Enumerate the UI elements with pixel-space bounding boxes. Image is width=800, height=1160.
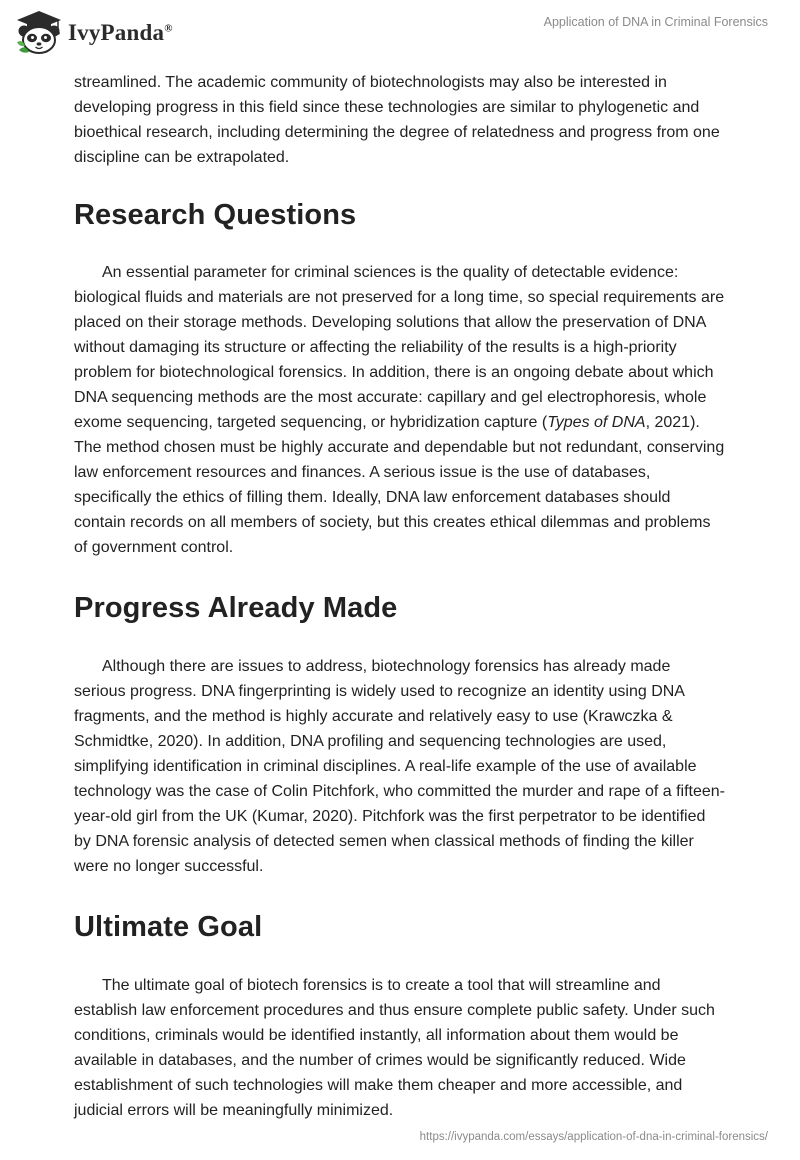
essay-content bbox=[74, 70, 726, 1123]
panda-graduate-icon bbox=[14, 8, 64, 58]
heading-ultimate-goal: Ultimate Goal bbox=[74, 911, 263, 943]
research-text-part-2: , 2021). The method chosen must be highly accurate and dependable but not redundant, conserving law enforcement resources and finances. A serious issue is the use of databases, specifically the ethics of filling them. Ideally, DNA law enforcement databases should contain records on all members of society, but this creates ethical dilemmas and problems of government control. bbox=[74, 414, 725, 556]
registered-mark: ® bbox=[164, 22, 173, 35]
citation-title: Types of DNA bbox=[547, 414, 646, 431]
research-questions-paragraph bbox=[74, 260, 726, 560]
heading-research-questions: Research Questions bbox=[74, 199, 357, 231]
intro-paragraph: streamlined. The academic community of biotechnologists may also be interested in developing progress in this field since these technologies are similar to phylogenetic and bioethical research, including determining the degree of relatedness and progress from one discipline can be extrapolated. bbox=[74, 74, 720, 166]
document-title: Application of DNA in Criminal Forensics bbox=[543, 15, 768, 29]
source-url-link[interactable]: https://ivypanda.com/essays/application-of-dna-in-criminal-forensics/ bbox=[419, 1131, 768, 1143]
heading-progress-already-made: Progress Already Made bbox=[74, 592, 398, 624]
ultimate-goal-paragraph: The ultimate goal of biotech forensics is to create a tool that will streamline and establish law enforcement procedures and thus ensure complete public safety. Under such conditions, criminals would be identified instantly, all information about them would be available in databases, and the number of crimes would be significantly reduced. Wide establishment of such technologies will make them cheaper and more accessible, and judicial errors will be meaningfully minimized. bbox=[74, 977, 715, 1119]
progress-paragraph: Although there are issues to address, biotechnology forensics has already made serious progress. DNA fingerprinting is widely used to recognize an identity using DNA fragments, and the method is highly accurate and relatively easy to use (Krawczka & Schmidtke, 2020). In addition, DNA profiling and sequencing technologies are used, simplifying identification in criminal disciplines. A real-life example of the use of available technology was the case of Colin Pitchfork, who committed the murder and rape of a fifteen-year-old girl from the UK (Kumar, 2020). Pitchfork was the first perpetrator to be identified by DNA forensic analysis of detected semen when classical methods of finding the killer were no longer successful. bbox=[74, 658, 725, 875]
brand-logo[interactable] bbox=[14, 8, 173, 58]
page-header bbox=[0, 0, 800, 70]
research-text-part-1: An essential parameter for criminal sciences is the quality of detectable evidence: biological fluids and materials are not preserved for a long time, so special requirements are placed on their storage methods. Developing solutions that allow the preservation of DNA without damaging its structure or affecting the reliability of the results is a high-priority problem for biotechnological forensics. In addition, there is an ongoing debate about which DNA sequencing methods are the most accurate: capillary and gel electrophoresis, whole exome sequencing, targeted sequencing, or hybridization capture ( bbox=[74, 264, 725, 431]
brand-name: IvyPanda® bbox=[68, 20, 173, 45]
